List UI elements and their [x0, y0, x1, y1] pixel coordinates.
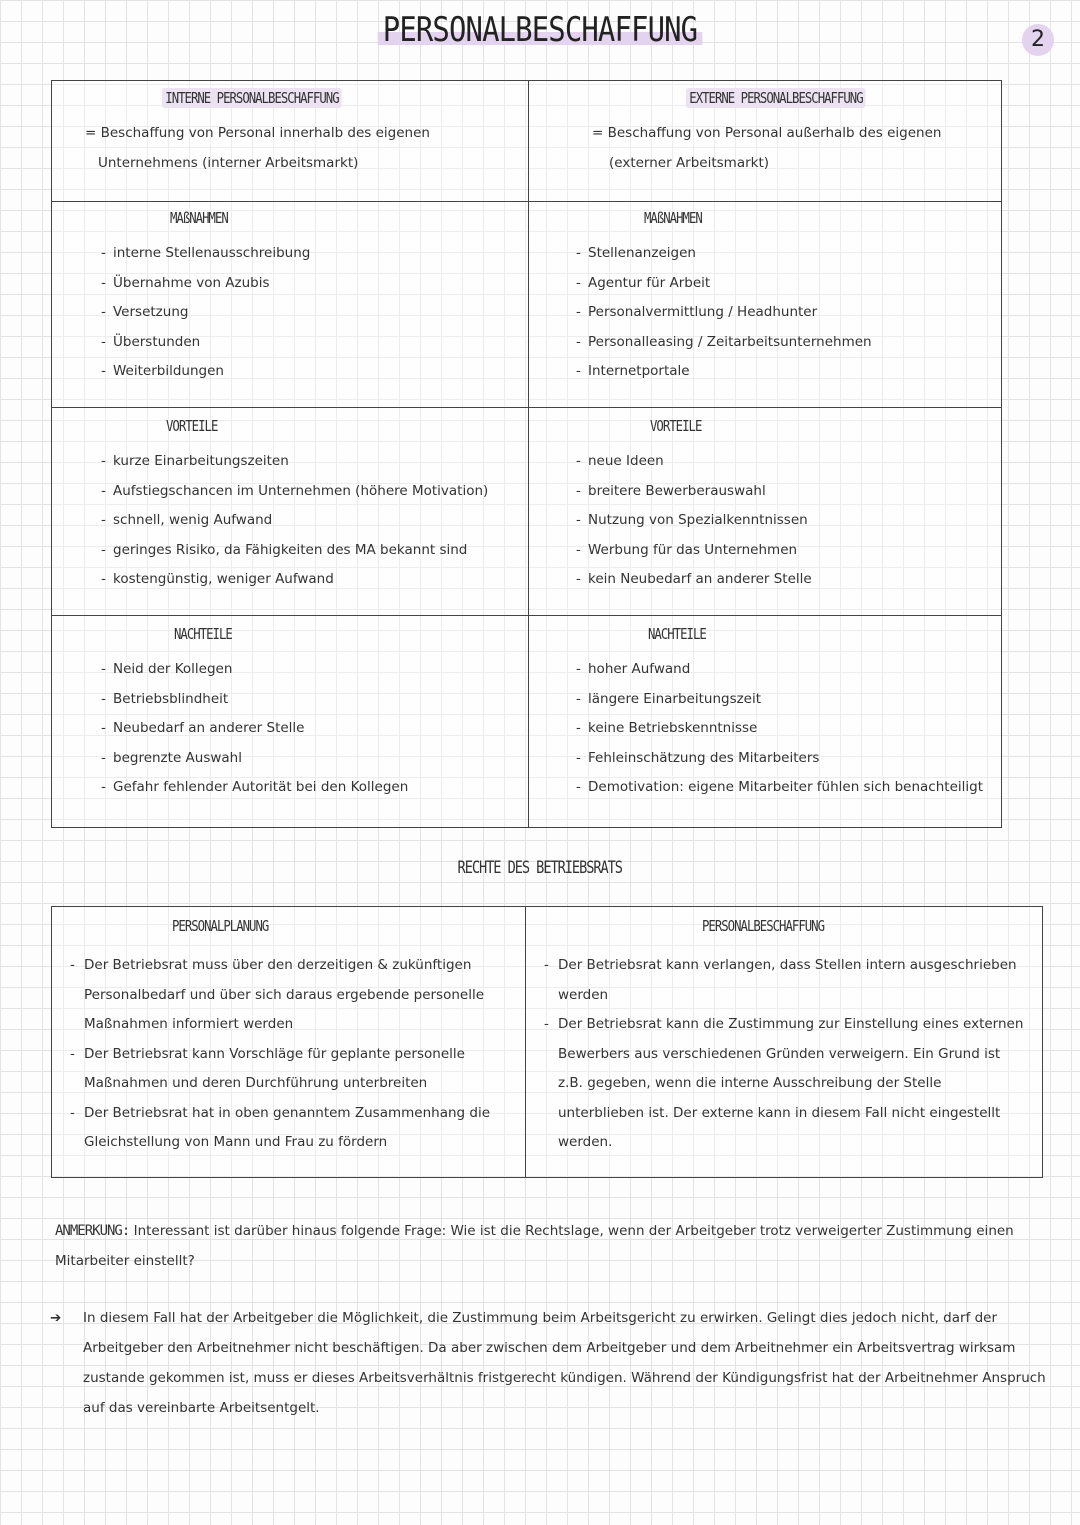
- rights-table: [51, 906, 1043, 1178]
- list-item: - schnell, wenig Aufwand: [101, 506, 488, 536]
- note-question-text: Interessant ist darüber hinaus folgende Frage: Wie ist die Rechtslage, wenn der Arbeitgeber trotz verweigerter Zustimmung einen Mitarbeiter einstellt?: [55, 1223, 1014, 1269]
- arrow-right-icon: ➔: [50, 1310, 62, 1326]
- list-item: - Weiterbildungen: [101, 357, 310, 387]
- list-item: - längere Einarbeitungszeit: [576, 685, 983, 715]
- list-item: - Personalleasing / Zeitarbeitsunternehmen: [576, 328, 872, 358]
- external-advantages-list: [576, 447, 812, 595]
- internal-disadvantages-list: [101, 655, 408, 803]
- list-item: - hoher Aufwand: [576, 655, 983, 685]
- note-answer: [50, 1303, 1050, 1423]
- list-item: - Neubedarf an anderer Stelle: [101, 714, 408, 744]
- rights-heading: RECHTE DES BETRIEBSRATS: [457, 858, 623, 878]
- internal-heading: INTERNE PERSONALBESCHAFFUNG: [162, 89, 381, 107]
- list-item: - Der Betriebsrat hat in oben genanntem Zusammenhang die Gleichstellung von Mann und Frau zu fördern: [70, 1099, 510, 1158]
- list-item: - Internetportale: [576, 357, 872, 387]
- page-number: 2: [1022, 24, 1054, 56]
- list-item: - Personalvermittlung / Headhunter: [576, 298, 872, 328]
- list-item: - Betriebsblindheit: [101, 685, 408, 715]
- internal-measures-list: [101, 239, 310, 387]
- list-item: - kein Neubedarf an anderer Stelle: [576, 565, 812, 595]
- external-measures-list: [576, 239, 872, 387]
- internal-disadvantages-heading: NACHTEILE: [174, 625, 232, 643]
- list-item: - Der Betriebsrat muss über den derzeitigen & zukünftigen Personalbedarf und über sich daraus ergebende personelle Maßnahmen informiert werden: [70, 951, 510, 1040]
- note-label: ANMERKUNG:: [55, 1223, 130, 1239]
- internal-definition: = Beschaffung von Personal innerhalb des eigenen Unternehmens (interner Arbeitsmarkt): [85, 125, 430, 171]
- list-item: - kostengünstig, weniger Aufwand: [101, 565, 488, 595]
- list-item: - keine Betriebskenntnisse: [576, 714, 983, 744]
- list-item: - neue Ideen: [576, 447, 812, 477]
- list-item: - Aufstiegschancen im Unternehmen (höhere Motivation): [101, 477, 488, 507]
- list-item: - Werbung für das Unternehmen: [576, 536, 812, 566]
- procurement-list: [544, 951, 1024, 1158]
- list-item: - Fehleinschätzung des Mitarbeiters: [576, 744, 983, 774]
- internal-measures-heading: MAßNAHMEN: [170, 209, 228, 227]
- list-item: - Der Betriebsrat kann die Zustimmung zur Einstellung eines externen Bewerbers aus verschiedenen Gründen verweigern. Ein Grund ist z.B. gegeben, wenn die interne Ausschreibung der Stelle unterblieben ist. Der externe kann in diesem Fall nicht eingestellt werden.: [544, 1010, 1024, 1158]
- list-item: - begrenzte Auswahl: [101, 744, 408, 774]
- list-item: - Übernahme von Azubis: [101, 269, 310, 299]
- list-item: - kurze Einarbeitungszeiten: [101, 447, 488, 477]
- list-item: - Überstunden: [101, 328, 310, 358]
- list-item: - Der Betriebsrat kann Vorschläge für geplante personelle Maßnahmen und deren Durchführung unterbreiten: [70, 1040, 510, 1099]
- list-item: - breitere Bewerberauswahl: [576, 477, 812, 507]
- list-item: - Nutzung von Spezialkenntnissen: [576, 506, 812, 536]
- list-item: - Agentur für Arbeit: [576, 269, 872, 299]
- external-disadvantages-list: [576, 655, 983, 803]
- list-item: - Neid der Kollegen: [101, 655, 408, 685]
- note-question: [55, 1216, 1055, 1276]
- external-heading: EXTERNE PERSONALBESCHAFFUNG: [686, 89, 905, 107]
- list-item: - Demotivation: eigene Mitarbeiter fühlen sich benachteiligt: [576, 773, 983, 803]
- external-disadvantages-heading: NACHTEILE: [648, 625, 706, 643]
- external-measures-heading: MAßNAHMEN: [644, 209, 702, 227]
- internal-advantages-list: [101, 447, 488, 595]
- list-item: - interne Stellenausschreibung: [101, 239, 310, 269]
- list-item: - Versetzung: [101, 298, 310, 328]
- procurement-heading: PERSONALBESCHAFFUNG: [702, 917, 825, 935]
- planning-heading: PERSONALPLANUNG: [172, 917, 269, 935]
- note-answer-text: In diesem Fall hat der Arbeitgeber die Möglichkeit, die Zustimmung beim Arbeitsgericht zu erwirken. Gelingt dies jedoch nicht, darf der Arbeitgeber den Arbeitnehmer nicht beschäftigen. Da aber zwischen dem Arbeitgeber und dem Arbeitnehmer ein Arbeitsvertrag wirksam zustande gekommen ist, muss er dieses Arbeitsverhältnis fristgerecht kündigen. Während der Kündigungsfrist hat der Arbeitnehmer Anspruch auf das vereinbarte Arbeitsentgelt.: [83, 1310, 1046, 1416]
- list-item: - geringes Risiko, da Fähigkeiten des MA bekannt sind: [101, 536, 488, 566]
- list-item: - Gefahr fehlender Autorität bei den Kollegen: [101, 773, 408, 803]
- planning-list: [70, 951, 510, 1158]
- internal-advantages-heading: VORTEILE: [166, 417, 218, 435]
- list-item: - Stellenanzeigen: [576, 239, 872, 269]
- list-item: - Der Betriebsrat kann verlangen, dass Stellen intern ausgeschrieben werden: [544, 951, 1024, 1010]
- page-title: PERSONALBESCHAFFUNG: [81, 10, 999, 50]
- external-definition: = Beschaffung von Personal außerhalb des eigenen (externer Arbeitsmarkt): [592, 125, 942, 171]
- comparison-table: [51, 80, 1002, 828]
- external-advantages-heading: VORTEILE: [650, 417, 702, 435]
